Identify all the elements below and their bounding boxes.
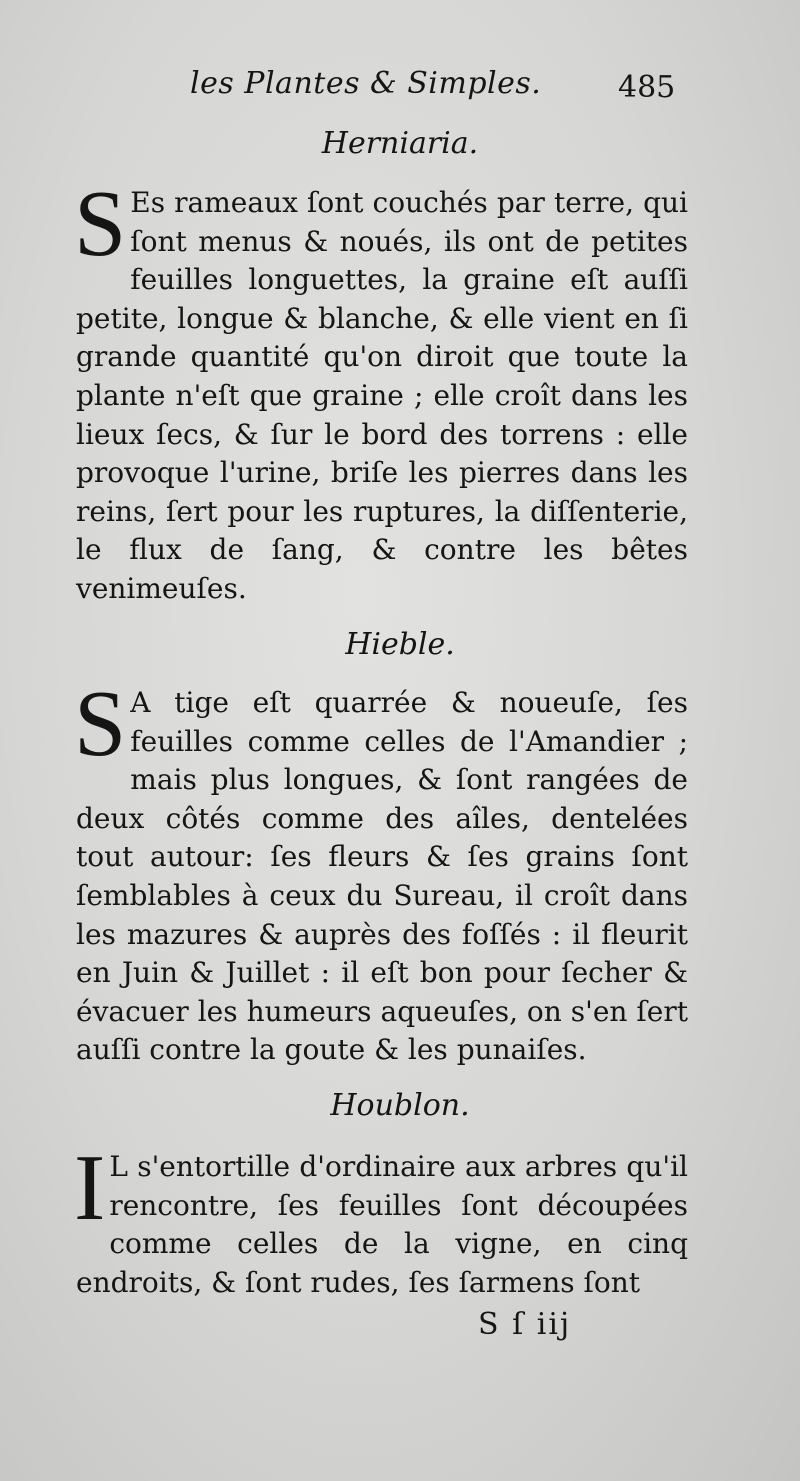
- signature-mark: S ſ iij: [478, 1307, 572, 1342]
- paragraph-herniaria: [74, 172, 688, 609]
- dropcap: I: [74, 1136, 106, 1240]
- paragraph-houblon: [74, 1136, 688, 1302]
- running-title: les Plantes & Simples.: [190, 66, 542, 101]
- dropcap: S: [74, 172, 127, 276]
- paragraph-text: L s'entortille d'ordinaire aux arbres qu'il rencontre, ſes feuilles ſont découpées comme celles de la vigne, en cinq endroits, & ſont rudes, ſes ſarmens ſont: [76, 1150, 688, 1299]
- dropcap: S: [74, 672, 127, 776]
- paragraph-hieble: [74, 672, 688, 1070]
- paragraph-text: A tige eſt quarrée & noueuſe, ſes feuilles comme celles de l'Amandier ; mais plus longues, & ſont rangées de deux côtés comme des aîles, dentelées tout autour: ſes fleurs & ſes grains ſont ſemblables à ceux du Sureau, il croît dans les mazures & auprès des foſſés : il fleurit en Juin & Juillet : il eſt bon pour ſecher & évacuer les humeurs aqueuſes, on s'en ſert auſſi contre la goute & les punaiſes.: [76, 686, 688, 1067]
- paragraph-text: Es rameaux ſont couchés par terre, qui ſont menus & noués, ils ont de petites feuilles longuettes, la graine eſt auſſi petite, longue & blanche, & elle vient en ſi grande quantité qu'on diroit que toute la plante n'eſt que graine ; elle croît dans les lieux ſecs, & ſur le bord des torrens : elle provoque l'urine, briſe les pierres dans les reins, ſert pour les ruptures, la diſſenterie, le flux de ſang, & contre les bêtes venimeuſes.: [76, 186, 688, 605]
- section-title-houblon: Houblon.: [330, 1088, 470, 1123]
- section-title-hieble: Hieble.: [345, 627, 455, 662]
- section-title-herniaria: Herniaria.: [321, 126, 479, 161]
- page-number: 485: [618, 70, 676, 105]
